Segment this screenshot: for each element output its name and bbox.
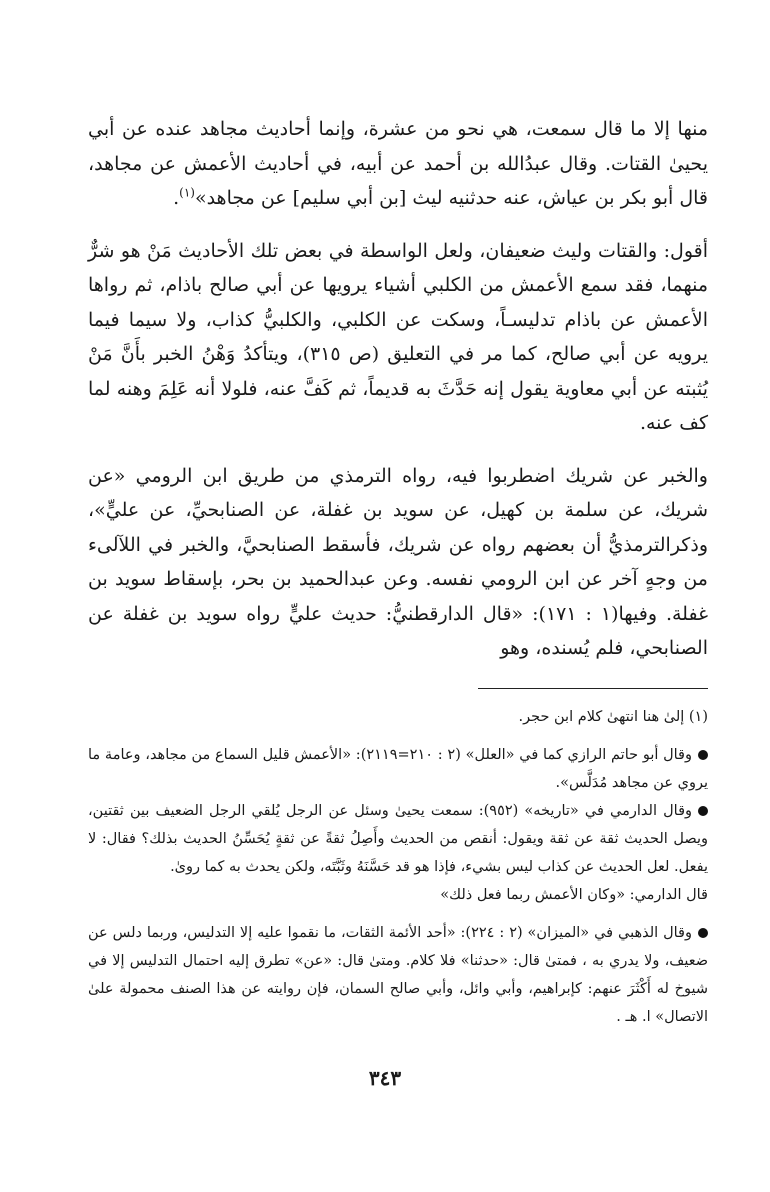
bullet-icon (698, 928, 708, 938)
footnote-5-text: وقال الذهبي في «الميزان» (٢ : ٢٢٤): «أحد الأئمة الثقات، ما نقموا عليه إلا التدليس، وربما دلس عن ضعيف، ولا يدري به ، فمتىٰ قال: «حدثنا» فلا كلام. ومتىٰ قال: «عن» تطرق إليه احتمال التدليس إلا في شيوخ له أَكْثَرَ عنهم: كإبراهيم، وأبي وائل، وأبي صالح السمان، فإن روايته عن هذا الصنف محمولة علىٰ الاتصال» ا. هـ . (88, 924, 708, 1025)
footnote-1: (١) إلىٰ هنا انتهىٰ كلام ابن حجر. (518, 708, 708, 725)
bullet-icon (698, 750, 708, 760)
page-content (88, 112, 708, 1031)
body-paragraph-1-text: منها إلا ما قال سمعت، هي نحو من عشرة، وإنما أحاديث مجاهد عنده عن أبي يحيىٰ القتات. وقال عبدُالله بن أحمد عن أبيه، في أحاديث الأعمش عن مجاهد، قال أبو بكر بن عياش، عنه حدثنيه ليث [بن أبي سليم] عن مجاهد» (88, 118, 708, 209)
bullet-icon (698, 806, 708, 816)
footnote-divider (478, 688, 708, 689)
body-paragraph-1 (88, 112, 708, 216)
footnote-5 (88, 919, 708, 1031)
page-number: ٣٤٣ (368, 1066, 402, 1090)
footnote-2-text: وقال أبو حاتم الرازي كما في «العلل» (٢ : ٢١٠=٢١١٩): «الأعمش قليل السماع من مجاهد، وعامة ما يروي عن مجاهد مُدَلَّس». (88, 746, 708, 791)
footnotes (88, 703, 708, 1031)
body-paragraph-3: والخبر عن شريك اضطربوا فيه، رواه الترمذي من طريق ابن الرومي «عن شريك، عن سلمة بن كهيل، عن سويد بن غفلة، عن الصنابحيِّ، عن عليٍّ»، وذكرالترمذيُّ أن بعضهم رواه عن شريك، فأسقط الصنابحيَّ، والخبر في اللآلىء من وجهٍ آخر عن ابن الرومي نفسه. وعن عبدالحميد بن بحر، بإسقاط سويد بن غفلة. وفيها(١ : ١٧١): «قال الدارقطنيُّ: حديث عليٍّ رواه سويد بن غفلة عن الصنابحي، فلم يُسنده، وهو (88, 464, 709, 659)
footnote-2 (88, 741, 708, 797)
footnote-ref-1[interactable]: (١) (179, 185, 195, 200)
footnote-4: قال الدارمي: «وكان الأعمش ربما فعل ذلك» (440, 886, 708, 903)
body-paragraph-2: أقول: والقتات وليث ضعيفان، ولعل الواسطة في بعض تلك الأحاديث مَنْ هو شرٌّ منهما، فقد سمع الأعمش من الكلبي أشياء يرويها عن أبي صالح باذام، ثم رواها الأعمش عن باذام تدليسـاً، وسكت عن الكلبي، والكلبيُّ كذاب، ولا سيما فيما يرويه عن أبي صالح، كما مر في التعليق (ص ٣١٥)، ويتأكدُ وَهْنُ الخبر بأَنَّ مَنْ يُثبته عن أبي معاوية يقول إنه حَدَّثَ به قديماً، ثم كَفَّ عنه، فلولا أنه عَلِمَ وهنه لما كف عنه. (88, 239, 708, 434)
footnote-3 (88, 797, 708, 881)
footnote-3-text: وقال الدارمي في «تاريخه» (٩٥٢): سمعت يحيىٰ وسئل عن الرجل يُلقي الرجل الضعيف بين ثقتين، ويصل الحديث ثقة عن ثقة ويقول: أنقص من الحديث وأَصِلُ ثقةً عن ثقةٍ يُحَسِّنُ الحديث بذلك؟ فقال: لا يفعل. لعل الحديث عن كذاب ليس بشيء، فإذا هو قد حَسَّنَهُ وثَبَّتَه، ولكن يحدث به كما روىٰ. (88, 802, 708, 875)
body-paragraph-1-tail: . (173, 187, 180, 209)
